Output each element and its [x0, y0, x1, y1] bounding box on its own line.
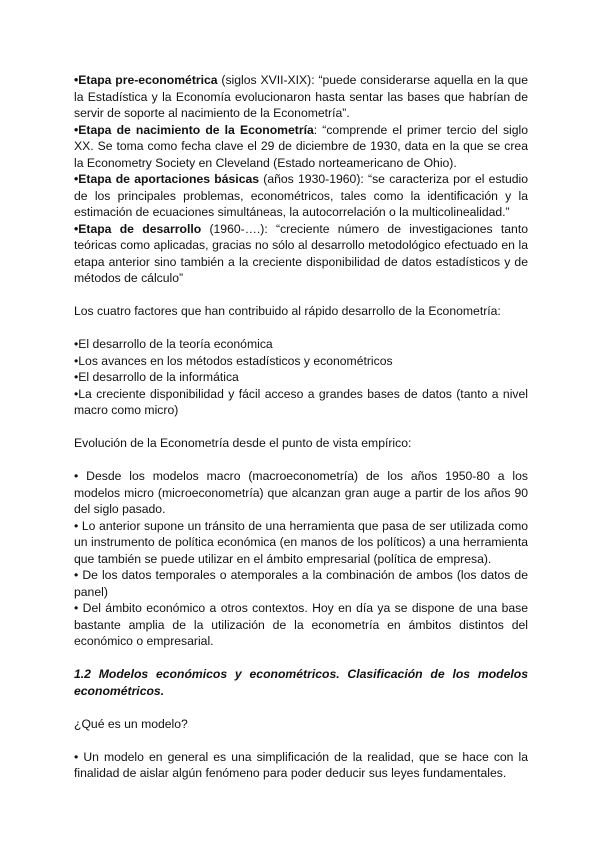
factors-intro: Los cuatro factores que han contribuido al rápido desarrollo de la Econometría:: [74, 304, 501, 318]
evolution-item: • De los datos temporales o atemporales a la combinación de ambos (los datos de panel): [74, 568, 528, 599]
factor-item: •El desarrollo de la teoría económica: [74, 337, 273, 351]
factor-item: •La creciente disponibilidad y fácil acceso a grandes bases de datos (tanto a nivel macro como micro): [74, 386, 528, 417]
stage-text: (años 1930-1960): “se caracteriza por el estudio de los principales problemas, econométricos, tales como la identificación y la estimación de ecuaciones simultáneas, la autocorrelación o la multicolinealidad.”: [74, 172, 528, 219]
evolution-item: • Desde los modelos macro (macroeconometría) de los años 1950-80 a los modelos micro (microeconometría) que alcanzan gran auge a partir de los años 90 del siglo pasado.: [74, 469, 528, 516]
stage-title: •Etapa de desarrollo: [74, 221, 202, 236]
stage-title: •Etapa de nacimiento de la Econometría: [74, 122, 314, 137]
stage-item: [74, 72, 528, 122]
stage-title: •Etapa de aportaciones básicas: [74, 172, 260, 186]
stage-item: [74, 171, 528, 221]
evolution-item: • Lo anterior supone un tránsito de una herramienta que pasa de ser utilizada como un instrumento de política económica (en manos de los políticos) a una herramienta que también se puede utilizar en el ámbito empresarial (política de empresa).: [74, 518, 528, 566]
factor-item: •El desarrollo de la informática: [74, 370, 239, 384]
section-heading: 1.2 Modelos económicos y econométricos. Clasificación de los modelos econométricos.: [74, 667, 528, 698]
stage-text: : “comprende el primer tercio del siglo XX. Se toma como fecha clave el 29 de diciembre de 1930, data en la que se crea la Econometry Society en Cleveland (Estado norteamericano de Ohio).: [74, 122, 529, 170]
evolution-intro: Evolución de la Econometría desde el punto de vista empírico:: [74, 436, 412, 450]
definition: • Un modelo en general es una simplificación de la realidad, que se hace con la finalidad de aislar algún fenómeno para poder deducir sus leyes fundamentales.: [74, 749, 528, 780]
question: ¿Qué es un modelo?: [74, 716, 188, 731]
stage-item: [74, 122, 528, 172]
evolution-item: • Del ámbito económico a otros contextos. Hoy en día ya se dispone de una base bastante amplia de la utilización de la econometría en ámbitos distintos del económico o empresarial.: [74, 601, 528, 648]
factor-item: •Los avances en los métodos estadísticos y econométricos: [74, 353, 393, 368]
stage-item: [74, 221, 528, 287]
stage-title: •Etapa pre-econométrica: [74, 73, 218, 87]
stage-text: (siglos XVII-XIX): “puede considerarse aquella en la que la Estadística y la Economía evolucionaron hasta sentar las bases que habrían de servir de soporte al nacimiento de la Econometría”.: [74, 73, 528, 120]
stage-text: (1960-….): “creciente número de investigaciones tanto teóricas como aplicadas, gracias no sólo al desarrollo metodológico efectuado en la etapa anterior sino también a la creciente disponibilidad de datos estadísticos y de métodos de cálculo”: [74, 221, 528, 285]
document-page: [74, 72, 528, 782]
